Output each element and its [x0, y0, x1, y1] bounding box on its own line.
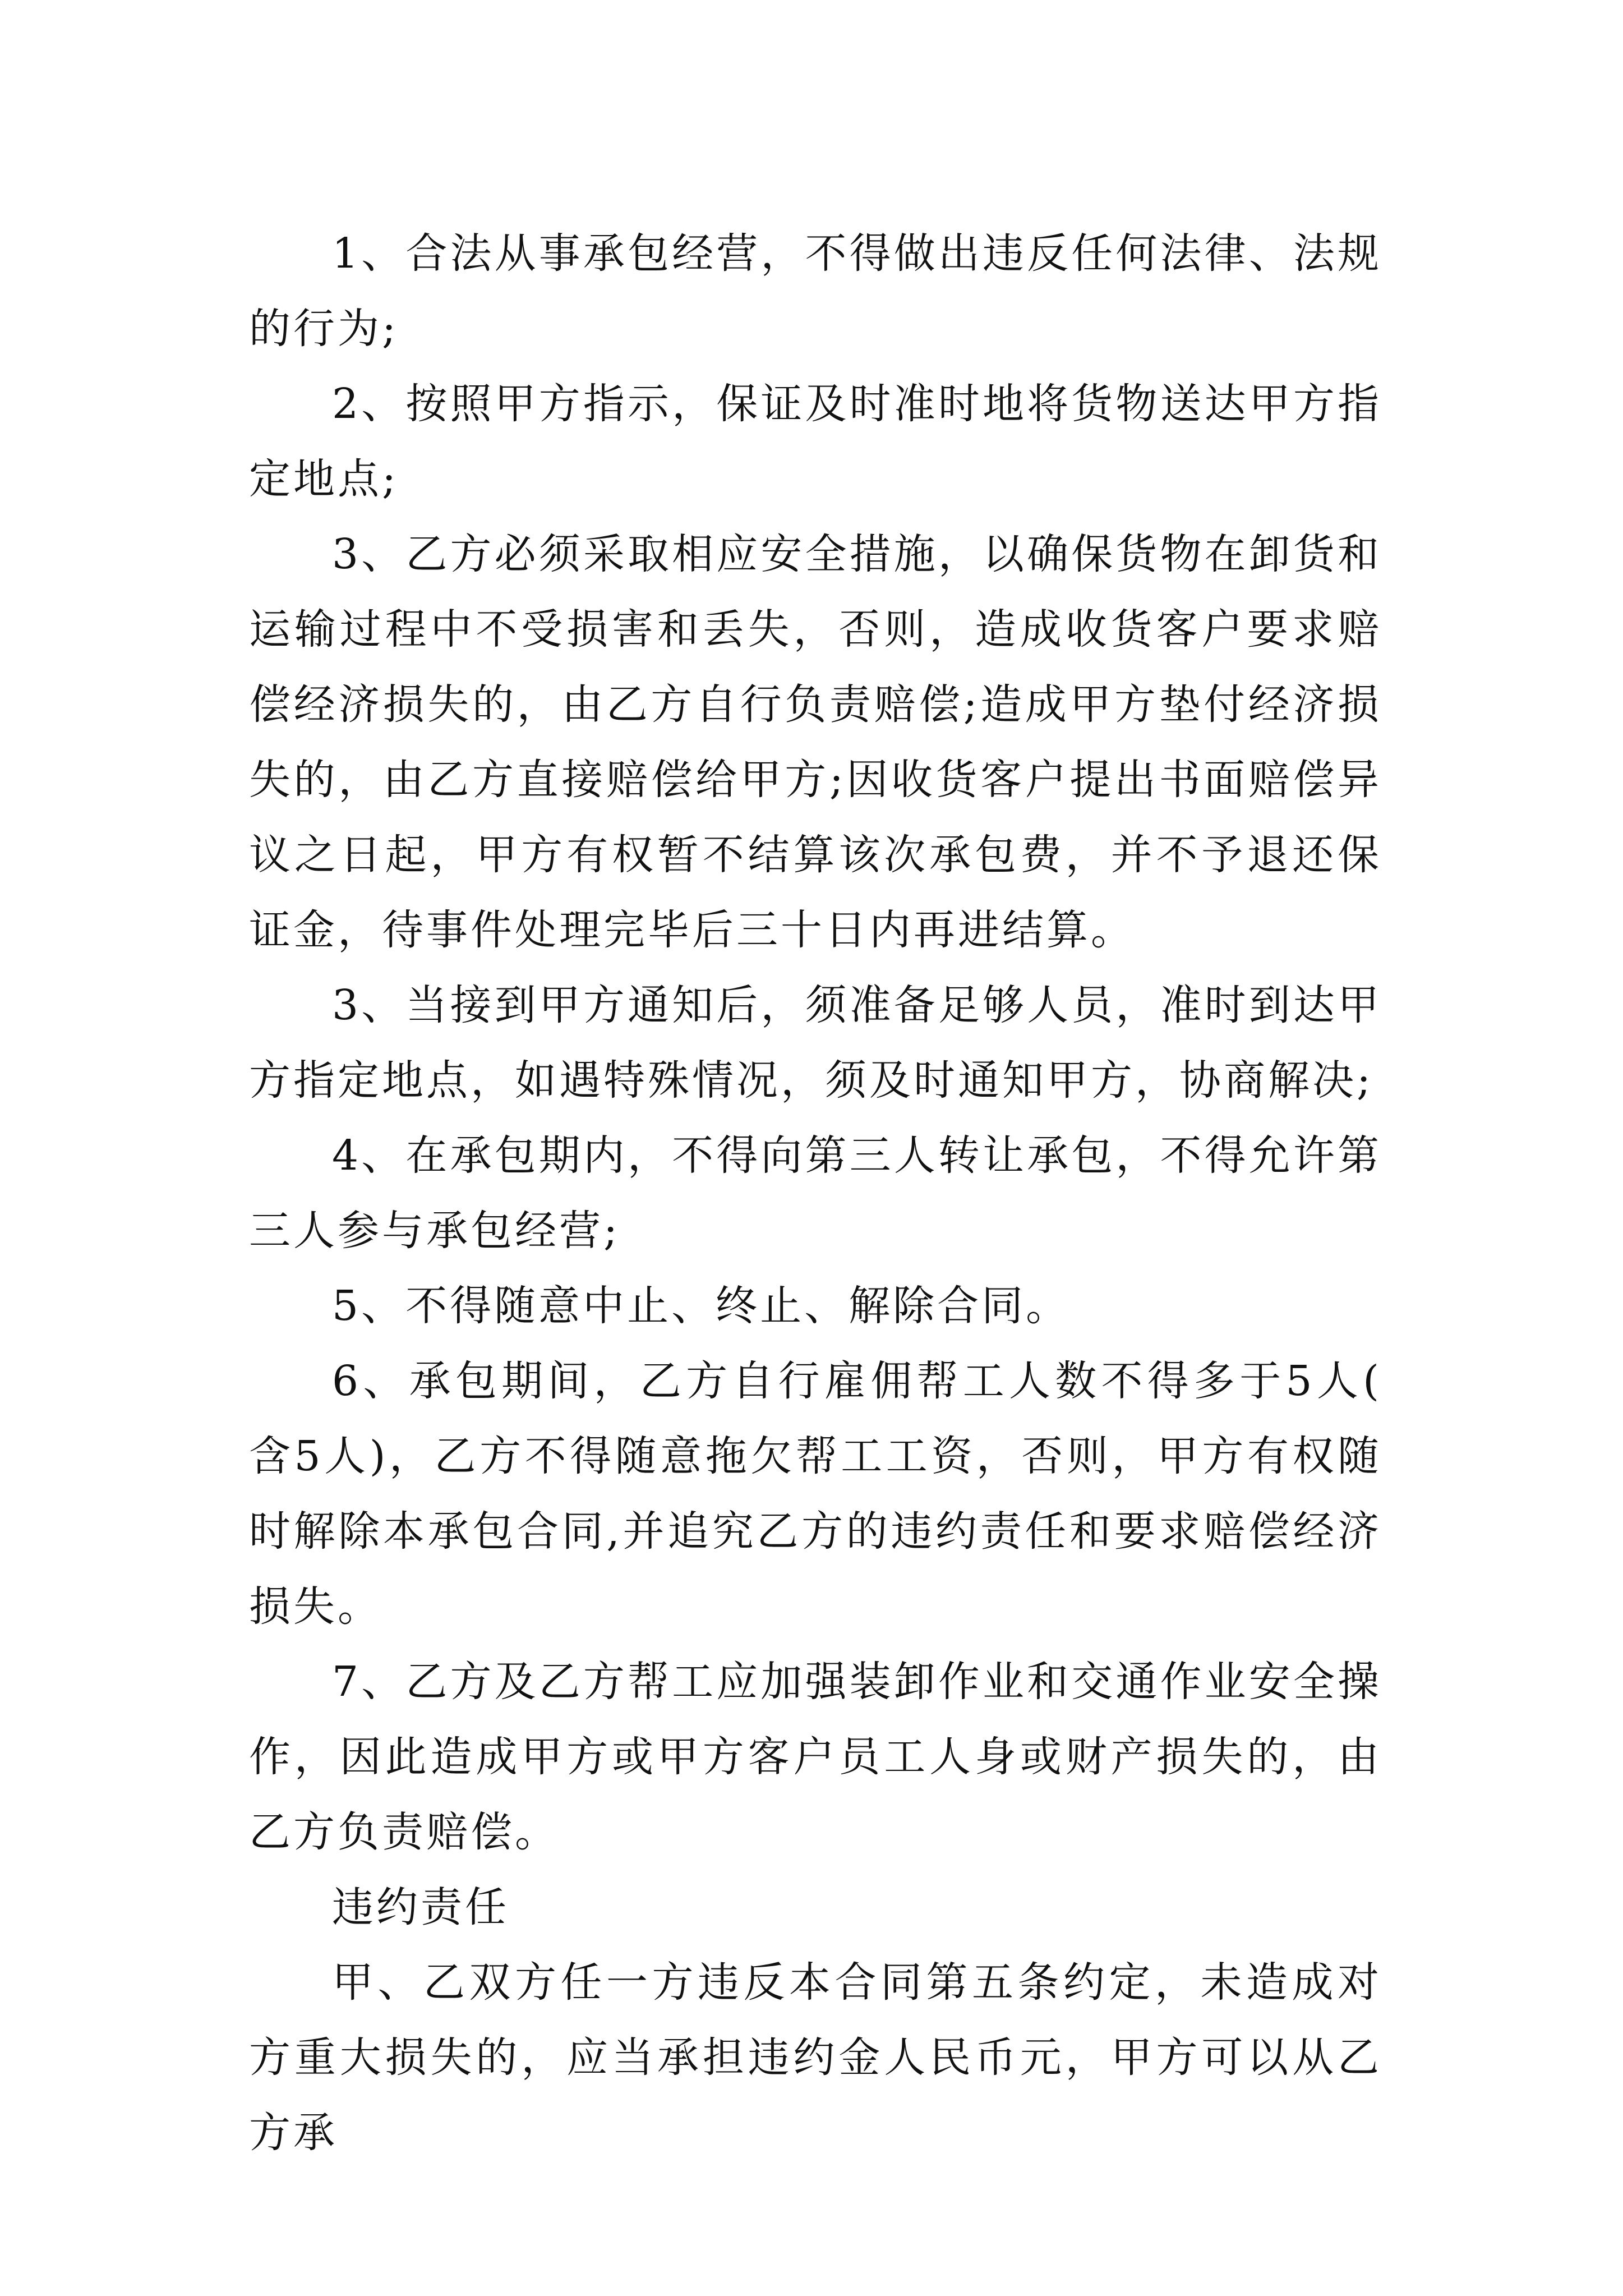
clause-7: 7、乙方及乙方帮工应加强装卸作业和交通作业安全操作，因此造成甲方或甲方客户员工人身或财产损失的，由乙方负责赔偿。 — [249, 1658, 1382, 1856]
breach-paragraph: 甲、乙双方任一方违反本合同第五条约定，未造成对方重大损失的，应当承担违约金人民币元，甲方可以从乙方承 — [249, 1958, 1382, 2157]
document-body — [249, 216, 1382, 2170]
clause-3-safety: 3、乙方必须采取相应安全措施，以确保货物在卸货和运输过程中不受损害和丢失，否则，造成收货客户要求赔偿经济损失的，由乙方自行负责赔偿;造成甲方垫付经济损失的，由乙方直接赔偿给甲方;因收货客户提出书面赔偿异议之日起，甲方有权暂不结算该次承包费，并不予退还保证金，待事件处理完毕后三十日内再进结算。 — [249, 530, 1382, 954]
clause-6: 6、承包期间，乙方自行雇佣帮工人数不得多于5人(含5人)，乙方不得随意拖欠帮工工资，否则，甲方有权随时解除本承包合同,并追究乙方的违约责任和要求赔偿经济损失。 — [249, 1357, 1382, 1631]
section-heading: 违约责任 — [332, 1883, 509, 1931]
clause-4: 4、在承包期内，不得向第三人转让承包，不得允许第三人参与承包经营; — [249, 1131, 1382, 1255]
clause-5: 5、不得随意中止、终止、解除合同。 — [332, 1282, 1071, 1330]
clause-1: 1、合法从事承包经营，不得做出违反任何法律、法规的行为; — [249, 229, 1382, 353]
clause-2: 2、按照甲方指示，保证及时准时地将货物送达甲方指定地点; — [249, 380, 1382, 503]
clause-3-notice: 3、当接到甲方通知后，须准备足够人员，准时到达甲方指定地点，如遇特殊情况，须及时通知甲方，协商解决; — [249, 981, 1382, 1105]
